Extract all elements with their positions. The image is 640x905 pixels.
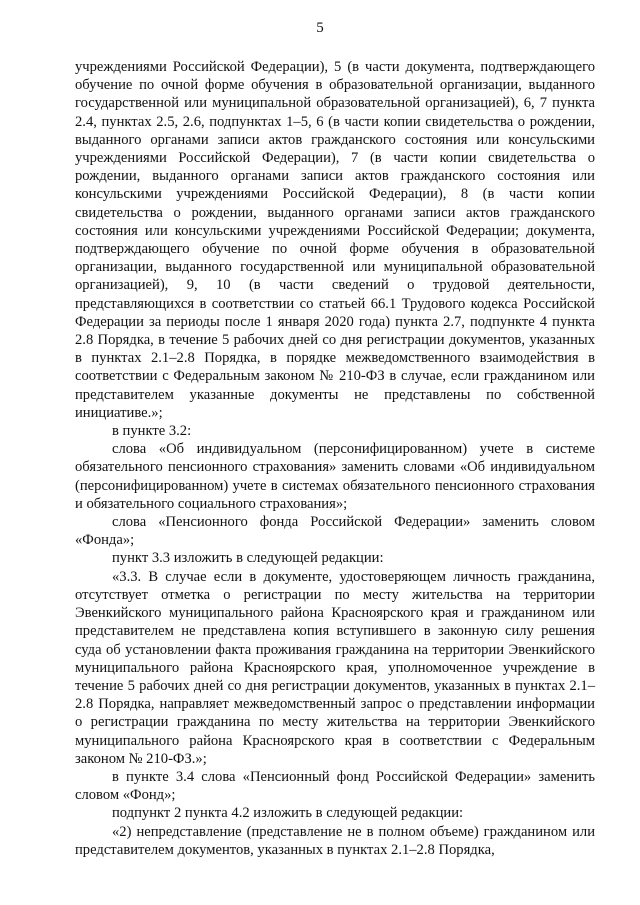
paragraph: слова «Пенсионного фонда Российской Федерации» заменить словом «Фонда»; bbox=[75, 514, 595, 549]
paragraph: подпункт 2 пункта 4.2 изложить в следующей редакции: bbox=[112, 805, 464, 822]
paragraph: слова «Об индивидуальном (персонифицированном) учете в системе обязательного пенсионного страхования» заменить словами «Об индивидуальном (персонифицированном) учете в системах обязательного пенсионного страхования и обязательного социального страхования»; bbox=[75, 441, 595, 512]
paragraph: «2) непредставление (представление не в полном объеме) гражданином или представителем документов, указанных в пунктах 2.1–2.8 Порядка, bbox=[75, 823, 595, 858]
paragraph: «3.3. В случае если в документе, удостоверяющем личность гражданина, отсутствует отметка о регистрации по месту жительства на территории Эвенкийского муниципального района Красноярского края и гражданином или представителем не представлена копия вступившего в законную силу решения суда об установлении факта проживания гражданина на территории Эвенкийского муниципального района Красноярского края, уполномоченное учреждение в течение 5 рабочих дней со дня регистрации документов, указанных в пунктах 2.1–2.8 Порядка, направляет межведомственный запрос о представлении информации о регистрации гражданина по месту жительства на территории Эвенкийского муниципального района Красноярского края в соответствии с Федеральным законом № 210-ФЗ.»; bbox=[75, 568, 595, 767]
paragraph: учреждениями Российской Федерации), 5 (в части документа, подтверждающего обучение по очной форме обучения в образовательной организации, выданного государственной или муниципальной образовательной организацией), 6, 7 пункта 2.4, пунктах 2.5, 2.6, подпунктах 1–5, 6 (в части копии свидетельства о рождении, выданного органами записи актов гражданского состояния или консульскими учреждениями Российской Федерации), 7 (в части копии свидетельства о рождении, выданного органами записи актов гражданского состояния или консульскими учреждениями Российской Федерации), 8 (в части копии свидетельства о рождении, выданного органами записи актов гражданского состояния или консульскими учреждениями Российской Федерации; документа, подтверждающего обучение по очной форме обучения в образовательной организации, выданного государственной или муниципальной образовательной организацией), 9, 10 (в части сведений о трудовой деятельности, представляющихся в соответствии со статьей 66.1 Трудового кодекса Российской Федерации за периоды после 1 января 2020 года) пункта 2.7, подпункте 4 пункта 2.8 Порядка, в течение 5 рабочих дней со дня регистрации документов, указанных в пунктах 2.1–2.8 Порядка, в порядке межведомственного взаимодействия в соответствии с Федеральным законом № 210-ФЗ в случае, если гражданином или представителем указанные документы не представлены по собственной инициативе.»; bbox=[75, 59, 595, 421]
paragraph: в пункте 3.2: bbox=[112, 423, 192, 440]
page-number: 5 bbox=[316, 20, 324, 36]
paragraph: пункт 3.3 изложить в следующей редакции: bbox=[112, 550, 384, 567]
document-body bbox=[75, 58, 595, 859]
paragraph: в пункте 3.4 слова «Пенсионный фонд Российской Федерации» заменить словом «Фонд»; bbox=[75, 768, 595, 804]
